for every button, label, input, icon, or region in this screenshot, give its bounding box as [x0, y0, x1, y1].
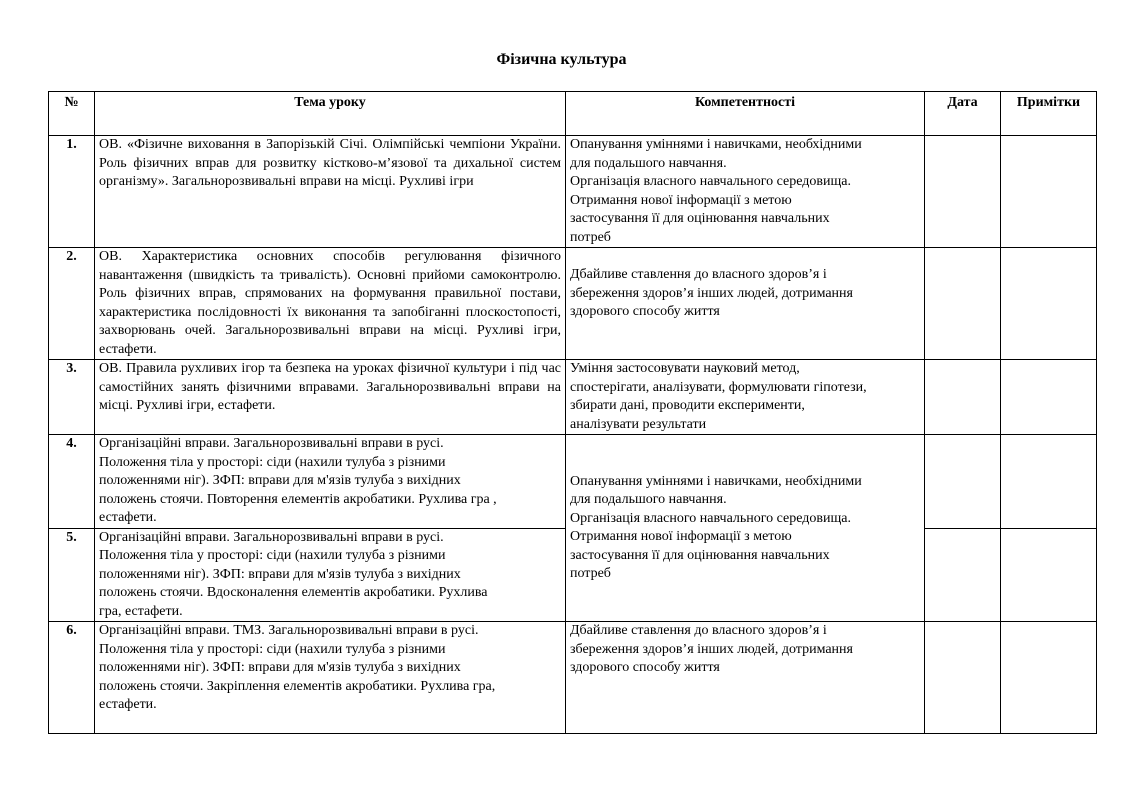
- row-topic: ОВ. «Фізичне виховання в Запорізькій Січі. Олімпійські чемпіони України. Роль фізичних вправ для розвитку кістково-м’язової та дихальної систем організму». Загальнорозвивальні вправи на місці. Рухливі ігри: [95, 136, 566, 248]
- table-row: [49, 248, 1097, 360]
- row-number: 3.: [49, 360, 95, 435]
- header-date: Дата: [925, 92, 1001, 136]
- row-date-cell[interactable]: [925, 248, 1001, 360]
- row-date-cell[interactable]: [925, 528, 1001, 622]
- row-date-cell[interactable]: [925, 360, 1001, 435]
- header-notes: Примітки: [1001, 92, 1097, 136]
- table-header-row: [49, 92, 1097, 136]
- row-competencies: Опанування уміннями і навичками, необхідними для подальшого навчання. Організація власного навчального середовища. Отримання нової інформації з метою застосування її для оцінювання навчальних потреб: [566, 136, 925, 248]
- row-date-cell[interactable]: [925, 622, 1001, 734]
- table-row: [49, 622, 1097, 734]
- row-topic: Організаційні вправи. Загальнорозвивальні вправи в русі. Положення тіла у просторі: сіди (нахили тулуба з різними положеннями ніг). ЗФП: вправи для м'язів тулуба з вихідних положень стоячи. Вдосконалення елементів акробатики. Рухлива гра, естафети.: [95, 528, 566, 622]
- row-notes-cell[interactable]: [1001, 622, 1097, 734]
- row-date-cell[interactable]: [925, 435, 1001, 529]
- row-topic: Організаційні вправи. Загальнорозвивальні вправи в русі. Положення тіла у просторі: сіди (нахили тулуба з різними положеннями ніг). ЗФП: вправи для м'язів тулуба з вихідних положень стоячи. Повторення елементів акробатики. Рухлива гра , естафети.: [95, 435, 566, 529]
- page-title: Фізична культура: [496, 51, 627, 68]
- row-notes-cell[interactable]: [1001, 248, 1097, 360]
- row-notes-cell[interactable]: [1001, 360, 1097, 435]
- row-notes-cell[interactable]: [1001, 528, 1097, 622]
- row-topic: Організаційні вправи. ТМЗ. Загальнорозвивальні вправи в русі. Положення тіла у просторі: сіди (нахили тулуба з різними положеннями ніг). ЗФП: вправи для м'язів тулуба з вихідних положень стоячи. Закріплення елементів акробатики. Рухлива гра, естафети.: [95, 622, 566, 734]
- row-competencies: Дбайливе ставлення до власного здоров’я і збереження здоров’я інших людей, дотримання здорового способу життя: [566, 622, 925, 734]
- table-row: [49, 360, 1097, 435]
- lesson-plan-table: [48, 91, 1097, 734]
- row-number: 1.: [49, 136, 95, 248]
- row-competencies: Опанування уміннями і навичками, необхідними для подальшого навчання. Організація власного навчального середовища. Отримання нової інформації з метою застосування її для оцінювання навчальних потреб: [566, 435, 925, 622]
- row-topic: ОВ. Характеристика основних способів регулювання фізичного навантаження (швидкість та тривалість). Основні прийоми самоконтролю. Роль фізичних вправ, спрямованих на формування правильної постави, характеристика послідовності їх виконання та запобіганні плоскостопості, захворювань очей. Загальнорозвивальні вправи на місці. Рухливі ігри, естафети.: [95, 248, 566, 360]
- table-row: [49, 435, 1097, 529]
- row-date-cell[interactable]: [925, 136, 1001, 248]
- row-number: 2.: [49, 248, 95, 360]
- header-topic: Тема уроку: [95, 92, 566, 136]
- row-number: 4.: [49, 435, 95, 529]
- table-row: [49, 136, 1097, 248]
- row-notes-cell[interactable]: [1001, 136, 1097, 248]
- row-number: 6.: [49, 622, 95, 734]
- row-notes-cell[interactable]: [1001, 435, 1097, 529]
- row-topic: ОВ. Правила рухливих ігор та безпека на уроках фізичної культури і під час самостійних занять фізичними вправами. Загальнорозвивальні вправи на місці. Рухливі ігри, естафети.: [95, 360, 566, 435]
- header-num: №: [49, 92, 95, 136]
- header-competencies: Компетентності: [566, 92, 925, 136]
- row-competencies: Уміння застосовувати науковий метод, спостерігати, аналізувати, формулювати гіпотези, збирати дані, проводити експерименти, аналізувати результати: [566, 360, 925, 435]
- row-number: 5.: [49, 528, 95, 622]
- row-competencies: Дбайливе ставлення до власного здоров’я і збереження здоров’я інших людей, дотримання здорового способу життя: [566, 248, 925, 360]
